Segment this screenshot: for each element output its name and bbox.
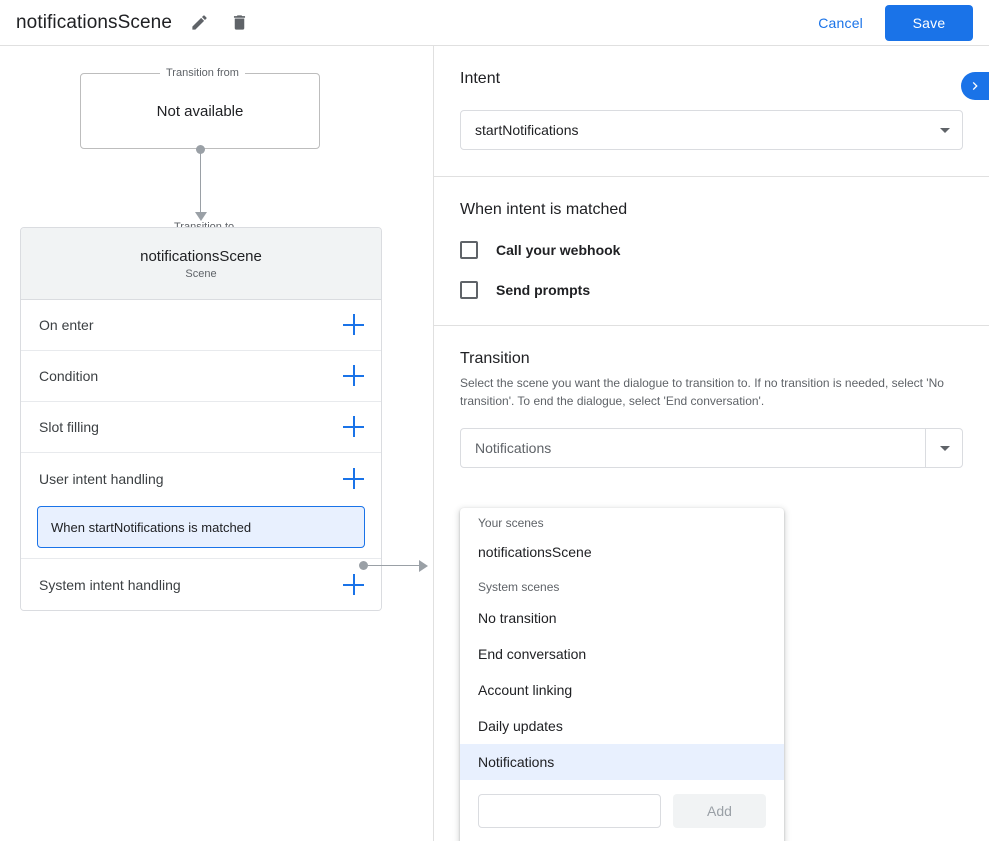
dropdown-footer [460,780,784,841]
intent-select[interactable] [460,110,963,150]
scene-graph-panel [0,46,434,841]
transition-select[interactable] [460,428,963,468]
dropdown-group-your-scenes: Your scenes [478,516,544,530]
transition-section [434,326,989,494]
dropdown-item-label: notificationsScene [478,544,592,560]
edit-icon[interactable] [186,10,212,36]
scene-row-user-intent-handling[interactable] [21,453,381,504]
add-system-intent-icon[interactable] [343,574,365,596]
intent-matched-section [434,177,989,326]
page-title: notificationsScene [16,11,173,33]
dropdown-item-notificationsscene[interactable] [460,534,784,570]
scene-card-name: notificationsScene [140,247,262,265]
transition-title: Transition [460,350,530,367]
dropdown-item-label: Daily updates [478,718,563,734]
select-divider [925,429,926,467]
transition-from-value: Not available [156,102,244,120]
call-webhook-label: Call your webhook [496,242,621,258]
dropdown-item-no-transition[interactable] [460,600,784,636]
add-user-intent-icon[interactable] [343,468,365,490]
scene-row-label: Slot filling [39,419,99,435]
send-prompts-row[interactable] [460,281,963,299]
scene-row-label: User intent handling [39,470,164,487]
send-prompts-checkbox[interactable] [460,281,478,299]
scene-row-system-intent-handling[interactable] [21,559,381,610]
dropdown-item-end-conversation[interactable] [460,636,784,672]
add-condition-icon[interactable] [343,365,365,387]
scene-row-label: System intent handling [39,576,181,593]
expand-panel-button[interactable] [961,72,989,100]
chevron-down-icon[interactable] [940,446,950,451]
dropdown-scroll-clip [460,516,784,534]
save-button[interactable]: Save [885,5,973,41]
intent-matched-title: When intent is matched [460,201,628,218]
top-bar [0,0,989,46]
new-scene-input[interactable] [478,794,661,828]
intent-section-title: Intent [460,70,501,87]
dropdown-item-account-linking[interactable] [460,672,784,708]
intent-chip[interactable] [37,506,365,548]
edge-line [366,565,420,566]
scene-card [20,227,382,611]
scene-row-label: On enter [39,317,94,333]
dropdown-item-label: Notifications [478,754,555,770]
connector-line [200,149,201,217]
edge-arrow-icon [419,560,428,572]
add-on-enter-icon[interactable] [343,314,365,336]
user-intent-list [21,504,381,559]
cancel-button[interactable]: Cancel [806,7,875,39]
intent-section [434,46,989,177]
transition-from-label: Transition from [160,67,245,79]
scene-card-subtitle: Scene [185,267,217,280]
dropdown-group-system-scenes: System scenes [478,580,560,594]
scene-row-on-enter[interactable] [21,300,381,351]
transition-select-value: Notifications [475,440,552,456]
call-webhook-checkbox[interactable] [460,241,478,259]
add-button[interactable]: Add [673,794,766,828]
details-panel [434,46,989,841]
transition-from-node[interactable] [80,73,320,149]
chevron-down-icon [940,128,950,133]
scene-row-condition[interactable] [21,351,381,402]
add-slot-filling-icon[interactable] [343,416,365,438]
intent-select-value: startNotifications [475,122,579,138]
scene-row-label: Condition [39,368,99,384]
transition-dropdown-menu[interactable] [460,508,784,841]
dropdown-item-label: No transition [478,610,557,626]
connector-arrow-icon [195,212,207,221]
transition-help-text: Select the scene you want the dialogue to transition to. If no transition is needed, select 'No transition'. To end the dialogue, select 'End conversation'. [460,376,944,408]
send-prompts-label: Send prompts [496,282,591,298]
scene-row-slot-filling[interactable] [21,402,381,453]
dropdown-item-label: End conversation [478,646,587,662]
dropdown-item-label: Account linking [478,682,573,698]
dropdown-item-notifications[interactable] [460,744,784,780]
trash-icon[interactable] [226,10,252,36]
scene-card-header[interactable] [21,228,381,300]
dropdown-item-daily-updates[interactable] [460,708,784,744]
intent-chip-label: When startNotifications is matched [51,519,252,535]
call-webhook-row[interactable] [460,241,963,259]
